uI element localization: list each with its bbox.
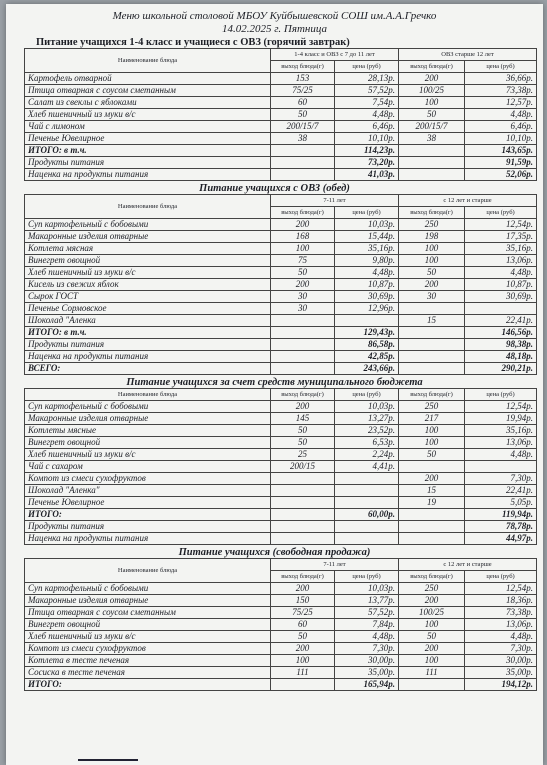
dish-out-b: 200 bbox=[399, 473, 465, 485]
dish-out-a: 60 bbox=[271, 619, 335, 631]
dish-out-b: 100 bbox=[399, 619, 465, 631]
dish-price-a bbox=[335, 473, 399, 485]
dish-name: Шоколад "Аленка" bbox=[25, 485, 271, 497]
dish-row bbox=[25, 643, 537, 655]
dish-out-b: 50 bbox=[399, 631, 465, 643]
dish-price-b: 6,46р. bbox=[465, 121, 537, 133]
dish-out-a: 200 bbox=[271, 219, 335, 231]
dish-row bbox=[25, 133, 537, 145]
dish-price-a: 28,13р. bbox=[335, 73, 399, 85]
dish-name: Хлеб пшеничный из муки в/с bbox=[25, 109, 271, 121]
dish-row bbox=[25, 437, 537, 449]
section-free-sale-title: Питание учащихся (свободная продажа) bbox=[178, 547, 371, 559]
budget-table bbox=[24, 388, 537, 545]
dish-out-b: 250 bbox=[399, 219, 465, 231]
dish-price-b: 4,48р. bbox=[465, 631, 537, 643]
dish-out-b: 100 bbox=[399, 655, 465, 667]
col-price-a: цена (руб) bbox=[335, 61, 399, 73]
dish-row bbox=[25, 413, 537, 425]
total-row: ИТОГО: в т.ч. 114,23р. 143,65р. bbox=[25, 145, 537, 157]
dish-out-a: 168 bbox=[271, 231, 335, 243]
dish-row bbox=[25, 267, 537, 279]
dish-price-b: 10,10р. bbox=[465, 133, 537, 145]
dish-price-a: 2,24р. bbox=[335, 449, 399, 461]
dish-price-a bbox=[335, 315, 399, 327]
dish-out-b: 19 bbox=[399, 497, 465, 509]
dish-price-a: 9,80р. bbox=[335, 255, 399, 267]
dish-out-a: 111 bbox=[271, 667, 335, 679]
dish-out-b: 100 bbox=[399, 255, 465, 267]
dish-out-a bbox=[271, 485, 335, 497]
group-b-header: ОВЗ старше 12 лет bbox=[399, 49, 537, 61]
dish-row bbox=[25, 583, 537, 595]
dish-name: Чай с лимоном bbox=[25, 121, 271, 133]
dish-price-b: 18,36р. bbox=[465, 595, 537, 607]
dish-out-a: 75 bbox=[271, 255, 335, 267]
dish-row bbox=[25, 619, 537, 631]
dish-name: Котлеты мясные bbox=[25, 425, 271, 437]
dish-price-a: 57,52р. bbox=[335, 607, 399, 619]
dish-price-b: 22,41р. bbox=[465, 315, 537, 327]
dish-price-a: 57,52р. bbox=[335, 85, 399, 97]
dish-price-a: 10,10р. bbox=[335, 133, 399, 145]
dish-name: Кисель из свежих яблок bbox=[25, 279, 271, 291]
dish-name: Суп картофельный с бобовыми bbox=[25, 219, 271, 231]
dish-out-b: 50 bbox=[399, 449, 465, 461]
dish-name: Шоколад "Аленка bbox=[25, 315, 271, 327]
dish-price-a: 10,03р. bbox=[335, 401, 399, 413]
dish-name: Винегрет овощной bbox=[25, 619, 271, 631]
dish-out-b: 38 bbox=[399, 133, 465, 145]
dish-out-b: 100 bbox=[399, 437, 465, 449]
dish-price-a: 10,03р. bbox=[335, 219, 399, 231]
dish-name: Сырок ГОСТ bbox=[25, 291, 271, 303]
dish-out-b: 50 bbox=[399, 109, 465, 121]
budget-rows bbox=[25, 401, 537, 509]
dish-row bbox=[25, 497, 537, 509]
products-row: Продукты питания 73,20р. 91,59р. bbox=[25, 157, 537, 169]
dish-name: Птица отварная с соусом сметанным bbox=[25, 607, 271, 619]
dish-name: Компот из смеси сухофруктов bbox=[25, 643, 271, 655]
dish-price-a bbox=[335, 497, 399, 509]
dish-out-b: 15 bbox=[399, 485, 465, 497]
total-row: ИТОГО: 60,00р. 119,94р. bbox=[25, 509, 537, 521]
dish-price-b: 5,05р. bbox=[465, 497, 537, 509]
dish-out-a bbox=[271, 315, 335, 327]
dish-out-b: 250 bbox=[399, 583, 465, 595]
col-dish-name: Наименование блюда bbox=[25, 49, 271, 73]
products-row: Продукты питания 86,58р. 98,38р. bbox=[25, 339, 537, 351]
col-price-b: цена (руб) bbox=[465, 389, 537, 401]
dish-price-b: 30,00р. bbox=[465, 655, 537, 667]
group-a-header: 7-11 лет bbox=[271, 195, 399, 207]
dish-out-a: 50 bbox=[271, 109, 335, 121]
col-dish-name: Наименование блюда bbox=[25, 389, 271, 401]
dish-out-a: 145 bbox=[271, 413, 335, 425]
dish-row bbox=[25, 473, 537, 485]
dish-out-b: 15 bbox=[399, 315, 465, 327]
dish-price-a: 15,44р. bbox=[335, 231, 399, 243]
dish-price-a: 30,00р. bbox=[335, 655, 399, 667]
dish-out-a: 25 bbox=[271, 449, 335, 461]
lunch-rows bbox=[25, 219, 537, 327]
dish-price-a: 4,48р. bbox=[335, 267, 399, 279]
col-price-b: цена (руб) bbox=[465, 207, 537, 219]
dish-price-a: 7,30р. bbox=[335, 643, 399, 655]
dish-out-a: 153 bbox=[271, 73, 335, 85]
dish-out-b bbox=[399, 461, 465, 473]
col-price-a: цена (руб) bbox=[335, 207, 399, 219]
dish-row bbox=[25, 631, 537, 643]
dish-out-a: 38 bbox=[271, 133, 335, 145]
dish-out-a bbox=[271, 473, 335, 485]
dish-row bbox=[25, 97, 537, 109]
dish-out-b: 200 bbox=[399, 279, 465, 291]
dish-out-b: 100/25 bbox=[399, 85, 465, 97]
dish-out-b: 100 bbox=[399, 97, 465, 109]
dish-price-b: 35,16р. bbox=[465, 243, 537, 255]
dish-price-a: 10,03р. bbox=[335, 583, 399, 595]
dish-row bbox=[25, 595, 537, 607]
dish-name: Печенье Сормовское bbox=[25, 303, 271, 315]
group-b-header: с 12 лет и старше bbox=[399, 195, 537, 207]
col-out-a: выход блюда(г) bbox=[271, 61, 335, 73]
dish-row bbox=[25, 461, 537, 473]
dish-price-b: 12,54р. bbox=[465, 401, 537, 413]
dish-price-b: 30,69р. bbox=[465, 291, 537, 303]
dish-row bbox=[25, 607, 537, 619]
dish-price-a: 6,53р. bbox=[335, 437, 399, 449]
dish-price-b: 19,94р. bbox=[465, 413, 537, 425]
dish-price-b bbox=[465, 303, 537, 315]
dish-price-b: 17,35р. bbox=[465, 231, 537, 243]
dish-price-b bbox=[465, 461, 537, 473]
dish-out-b: 100 bbox=[399, 425, 465, 437]
total-row: ИТОГО: 165,94р. 194,12р. bbox=[25, 679, 537, 691]
dish-row bbox=[25, 401, 537, 413]
markup-row: Наценка на продукты питания 42,85р. 48,18р. bbox=[25, 351, 537, 363]
dish-out-b: 200 bbox=[399, 73, 465, 85]
dish-price-b: 12,57р. bbox=[465, 97, 537, 109]
dish-price-b: 13,06р. bbox=[465, 619, 537, 631]
dish-price-a: 35,00р. bbox=[335, 667, 399, 679]
dish-price-a: 7,84р. bbox=[335, 619, 399, 631]
school-title: Меню школьной столовой МБОУ Куйбышевской СОШ им.А.А.Гречко bbox=[112, 10, 437, 22]
dish-row bbox=[25, 425, 537, 437]
dish-price-b: 10,87р. bbox=[465, 279, 537, 291]
dish-out-a: 75/25 bbox=[271, 607, 335, 619]
dish-row bbox=[25, 279, 537, 291]
dish-out-a: 100 bbox=[271, 243, 335, 255]
dish-out-b: 200 bbox=[399, 643, 465, 655]
dish-price-a: 4,41р. bbox=[335, 461, 399, 473]
grand-total-row: ВСЕГО: 243,66р. 290,21р. bbox=[25, 363, 537, 375]
lunch-table bbox=[24, 194, 537, 375]
section-lunch-title: Питание учащихся с ОВЗ (обед) bbox=[199, 183, 350, 195]
dish-out-a: 50 bbox=[271, 631, 335, 643]
dish-price-b: 12,54р. bbox=[465, 583, 537, 595]
dish-name: Винегрет овощной bbox=[25, 255, 271, 267]
dish-out-a: 200 bbox=[271, 583, 335, 595]
dish-name: Салат из свеклы с яблоками bbox=[25, 97, 271, 109]
dish-row bbox=[25, 231, 537, 243]
dish-row bbox=[25, 243, 537, 255]
dish-out-b: 198 bbox=[399, 231, 465, 243]
dish-out-a: 50 bbox=[271, 437, 335, 449]
dish-out-b: 100/25 bbox=[399, 607, 465, 619]
col-out-b: выход блюда(г) bbox=[399, 389, 465, 401]
dish-price-b: 22,41р. bbox=[465, 485, 537, 497]
dish-name: Хлеб пшеничный из муки в/с bbox=[25, 631, 271, 643]
col-out-a: выход блюда(г) bbox=[271, 389, 335, 401]
dish-price-a: 23,52р. bbox=[335, 425, 399, 437]
dish-name: Печенье Ювелирное bbox=[25, 497, 271, 509]
free-sale-table bbox=[24, 558, 537, 691]
dish-name: Чай с сахаром bbox=[25, 461, 271, 473]
dish-row bbox=[25, 315, 537, 327]
col-price-a: цена (руб) bbox=[335, 571, 399, 583]
dish-out-a: 150 bbox=[271, 595, 335, 607]
dish-price-a: 4,48р. bbox=[335, 109, 399, 121]
dish-name: Хлеб пшеничный из муки в/с bbox=[25, 449, 271, 461]
dish-out-a: 60 bbox=[271, 97, 335, 109]
dish-out-b: 100 bbox=[399, 243, 465, 255]
dish-row bbox=[25, 73, 537, 85]
dish-out-a: 200 bbox=[271, 279, 335, 291]
dish-price-a: 12,96р. bbox=[335, 303, 399, 315]
dish-out-b: 111 bbox=[399, 667, 465, 679]
dish-name: Суп картофельный с бобовыми bbox=[25, 583, 271, 595]
group-a-header: 7-11 лет bbox=[271, 559, 399, 571]
dish-price-a: 30,69р. bbox=[335, 291, 399, 303]
col-out-b: выход блюда(г) bbox=[399, 207, 465, 219]
dish-price-b: 73,38р. bbox=[465, 85, 537, 97]
dish-out-b bbox=[399, 303, 465, 315]
dish-price-b: 4,48р. bbox=[465, 267, 537, 279]
dish-out-a: 200/15/7 bbox=[271, 121, 335, 133]
dish-out-a: 50 bbox=[271, 267, 335, 279]
dish-price-a: 35,16р. bbox=[335, 243, 399, 255]
dish-price-b: 35,00р. bbox=[465, 667, 537, 679]
dish-name: Хлеб пшеничный из муки в/с bbox=[25, 267, 271, 279]
dish-price-a: 6,46р. bbox=[335, 121, 399, 133]
products-row: Продукты питания 78,78р. bbox=[25, 521, 537, 533]
dish-price-b: 7,30р. bbox=[465, 643, 537, 655]
col-price-b: цена (руб) bbox=[465, 61, 537, 73]
dish-out-a: 50 bbox=[271, 425, 335, 437]
dish-out-b: 50 bbox=[399, 267, 465, 279]
group-b-header: с 12 лет и старше bbox=[399, 559, 537, 571]
dish-row bbox=[25, 85, 537, 97]
col-out-b: выход блюда(г) bbox=[399, 571, 465, 583]
dish-name: Печенье Ювелирное bbox=[25, 133, 271, 145]
dish-row bbox=[25, 219, 537, 231]
dish-out-a: 100 bbox=[271, 655, 335, 667]
dish-row bbox=[25, 655, 537, 667]
dish-price-b: 13,06р. bbox=[465, 255, 537, 267]
section-budget-title: Питание учащихся за счет средств муниципального бюджета bbox=[126, 377, 423, 389]
dish-price-a: 13,27р. bbox=[335, 413, 399, 425]
dish-row bbox=[25, 291, 537, 303]
dish-name: Картофель отварной bbox=[25, 73, 271, 85]
signature-mark bbox=[78, 745, 138, 761]
dish-price-b: 12,54р. bbox=[465, 219, 537, 231]
dish-price-b: 73,38р. bbox=[465, 607, 537, 619]
dish-name: Котлета в тесте печеная bbox=[25, 655, 271, 667]
dish-name: Макаронные изделия отварные bbox=[25, 595, 271, 607]
col-out-a: выход блюда(г) bbox=[271, 207, 335, 219]
group-a-header: 1-4 класс и ОВЗ с 7 до 11 лет bbox=[271, 49, 399, 61]
dish-name: Птица отварная с соусом сметанным bbox=[25, 85, 271, 97]
dish-name: Сосиска в тесте печеная bbox=[25, 667, 271, 679]
dish-price-b: 7,30р. bbox=[465, 473, 537, 485]
dish-row bbox=[25, 303, 537, 315]
menu-date: 14.02.2025 г. Пятница bbox=[222, 22, 327, 35]
dish-price-b: 36,66р. bbox=[465, 73, 537, 85]
dish-out-a: 30 bbox=[271, 291, 335, 303]
dish-price-b: 4,48р. bbox=[465, 109, 537, 121]
dish-price-a: 10,87р. bbox=[335, 279, 399, 291]
dish-price-a: 7,54р. bbox=[335, 97, 399, 109]
dish-name: Макаронные изделия отварные bbox=[25, 413, 271, 425]
dish-name: Компот из смеси сухофруктов bbox=[25, 473, 271, 485]
dish-out-a bbox=[271, 497, 335, 509]
dish-name: Котлета мясная bbox=[25, 243, 271, 255]
dish-row bbox=[25, 109, 537, 121]
dish-out-a: 200/15 bbox=[271, 461, 335, 473]
dish-price-a: 4,48р. bbox=[335, 631, 399, 643]
col-dish-name: Наименование блюда bbox=[25, 559, 271, 583]
col-out-b: выход блюда(г) bbox=[399, 61, 465, 73]
dish-row bbox=[25, 485, 537, 497]
dish-row bbox=[25, 255, 537, 267]
section-breakfast-title: Питание учащихся 1-4 класс и учащиеся с ОВЗ (горячий завтрак) bbox=[36, 37, 350, 49]
breakfast-table bbox=[24, 48, 537, 181]
dish-out-b: 217 bbox=[399, 413, 465, 425]
dish-price-b: 13,06р. bbox=[465, 437, 537, 449]
free-sale-rows bbox=[25, 583, 537, 679]
col-price-b: цена (руб) bbox=[465, 571, 537, 583]
markup-row: Наценка на продукты питания 41,03р. 52,06р. bbox=[25, 169, 537, 181]
dish-out-b: 200 bbox=[399, 595, 465, 607]
breakfast-rows bbox=[25, 73, 537, 145]
col-dish-name: Наименование блюда bbox=[25, 195, 271, 219]
dish-name: Макаронные изделия отварные bbox=[25, 231, 271, 243]
total-row: ИТОГО: в т.ч. 129,43р. 146,56р. bbox=[25, 327, 537, 339]
menu-sheet bbox=[6, 4, 543, 765]
dish-name: Винегрет овощной bbox=[25, 437, 271, 449]
dish-out-a: 200 bbox=[271, 643, 335, 655]
dish-price-a bbox=[335, 485, 399, 497]
dish-row bbox=[25, 449, 537, 461]
dish-out-b: 250 bbox=[399, 401, 465, 413]
col-out-a: выход блюда(г) bbox=[271, 571, 335, 583]
dish-name: Суп картофельный с бобовыми bbox=[25, 401, 271, 413]
dish-row bbox=[25, 667, 537, 679]
dish-price-a: 13,77р. bbox=[335, 595, 399, 607]
dish-row bbox=[25, 121, 537, 133]
dish-price-b: 4,48р. bbox=[465, 449, 537, 461]
dish-out-a: 75/25 bbox=[271, 85, 335, 97]
dish-out-b: 200/15/7 bbox=[399, 121, 465, 133]
dish-out-b: 30 bbox=[399, 291, 465, 303]
col-price-a: цена (руб) bbox=[335, 389, 399, 401]
dish-out-a: 200 bbox=[271, 401, 335, 413]
markup-row: Наценка на продукты питания 44,97р. bbox=[25, 533, 537, 545]
dish-out-a: 30 bbox=[271, 303, 335, 315]
dish-price-b: 35,16р. bbox=[465, 425, 537, 437]
